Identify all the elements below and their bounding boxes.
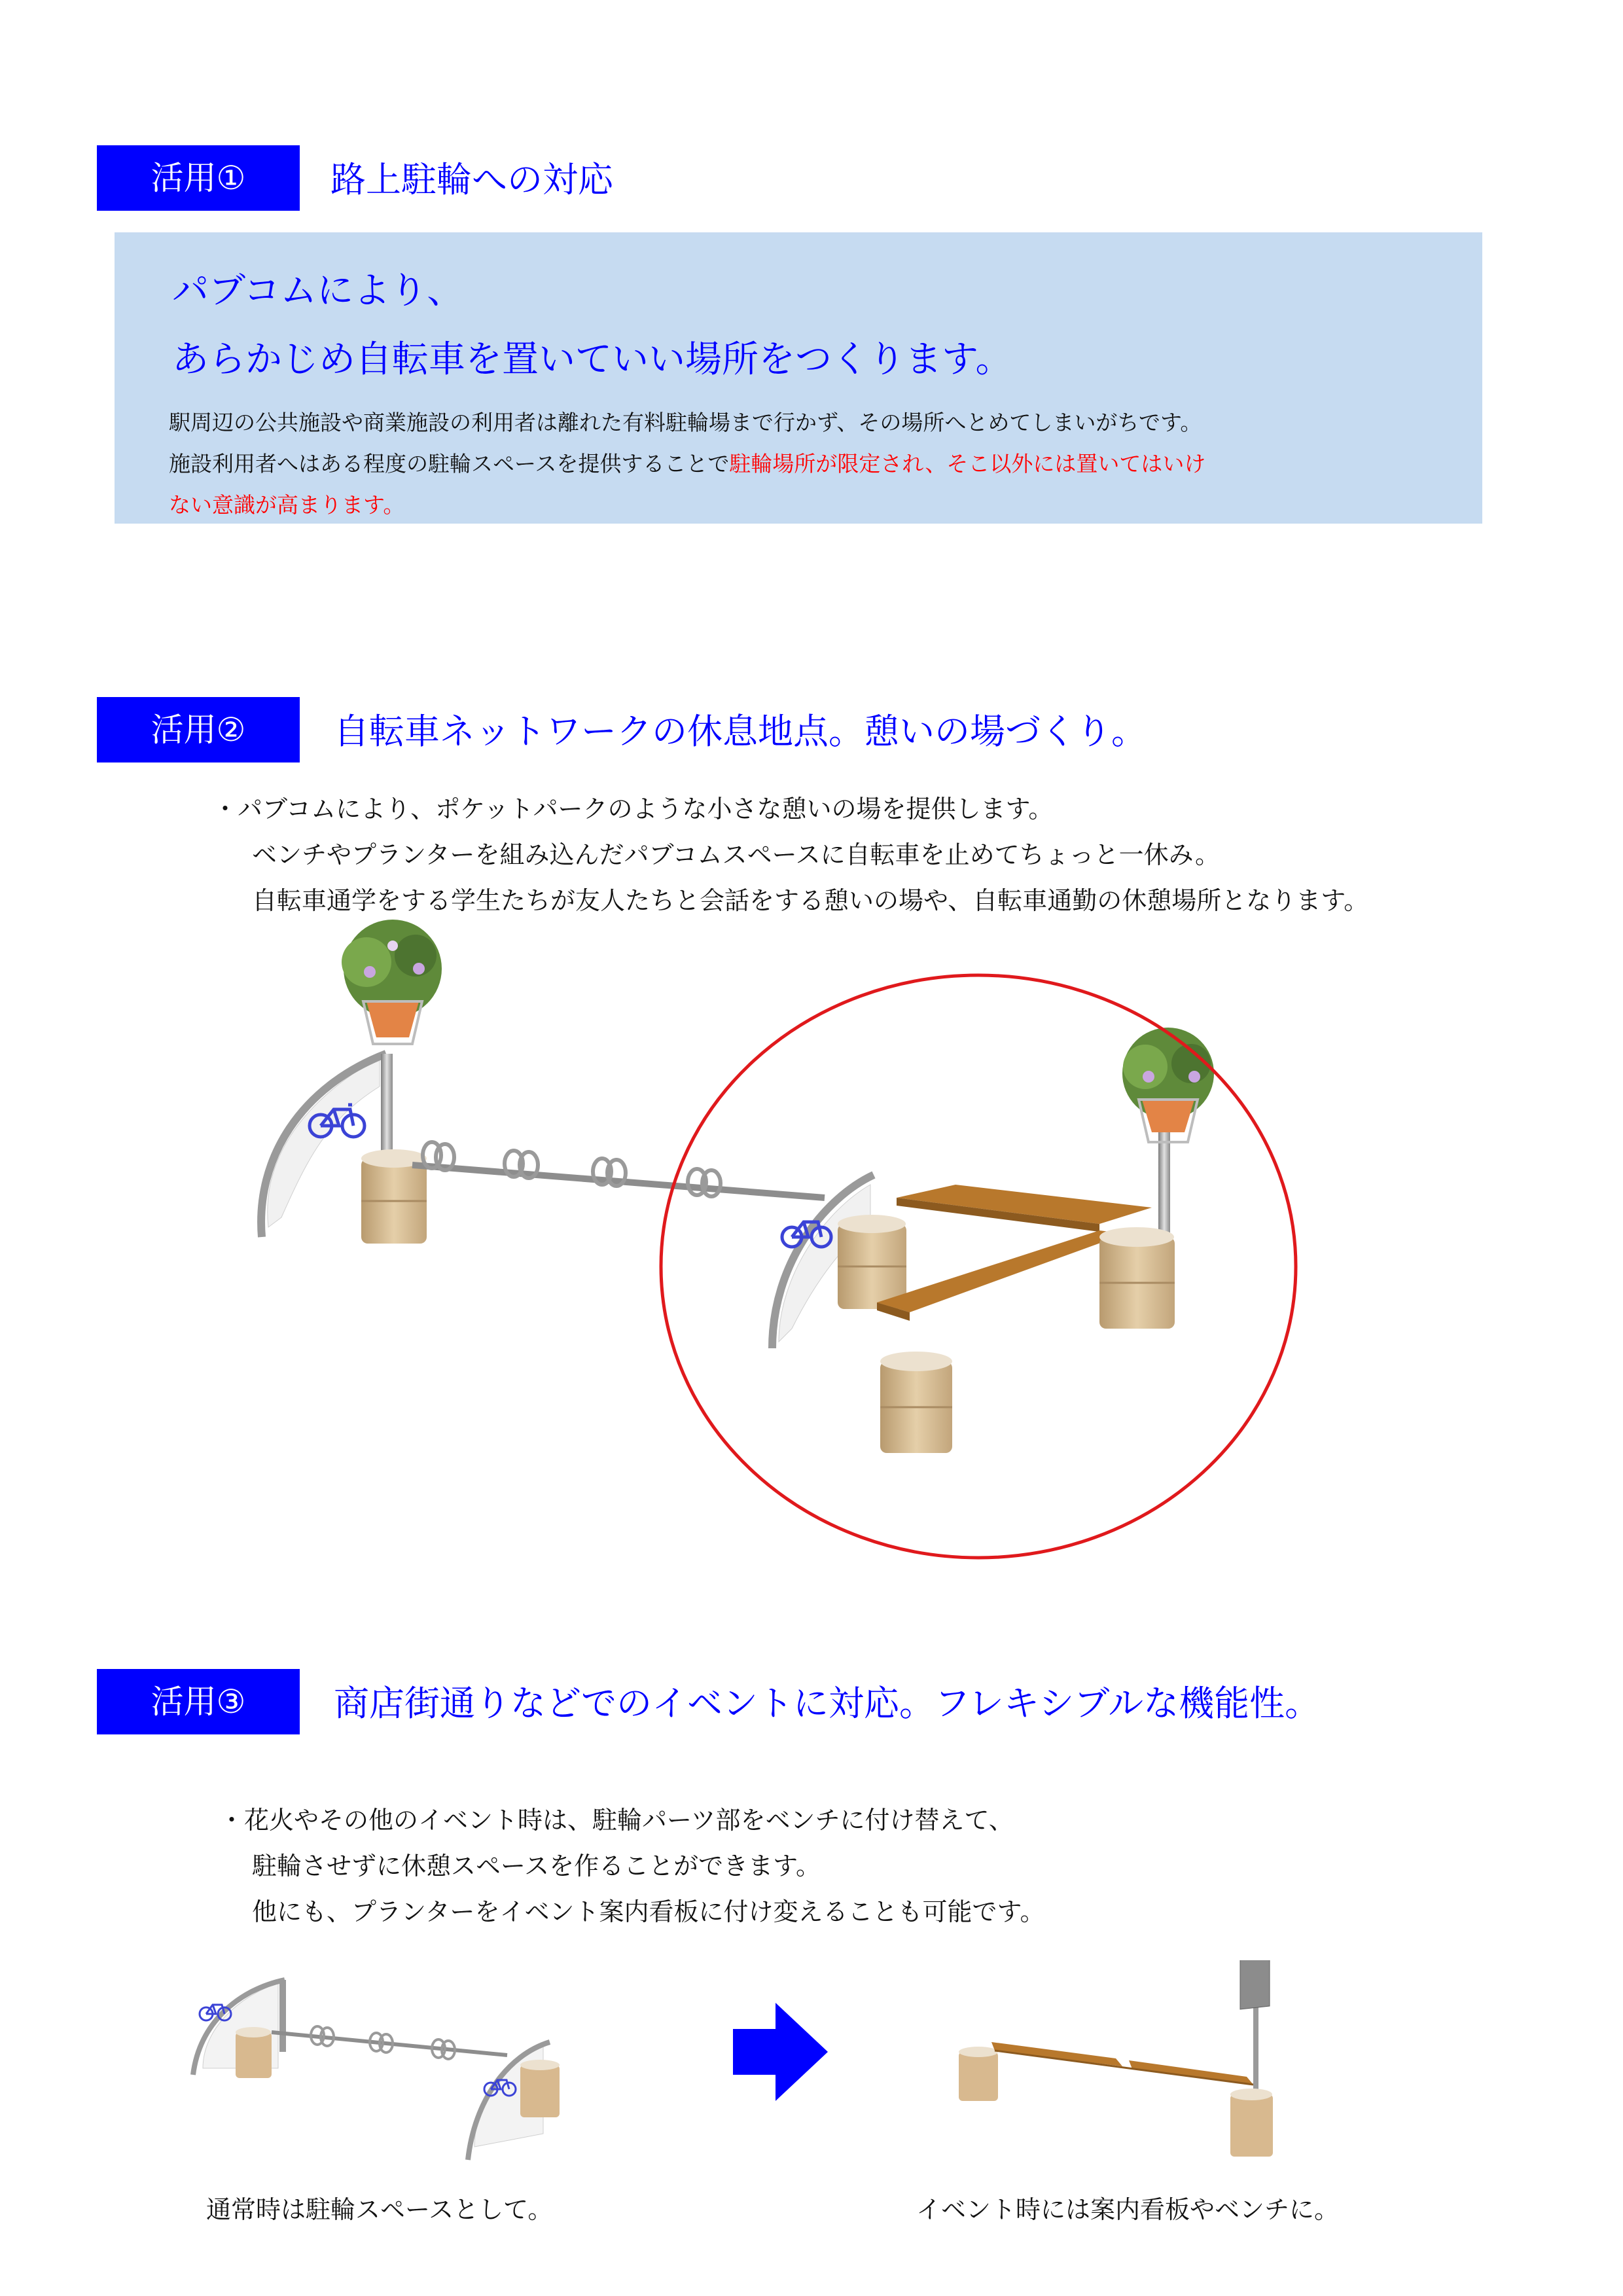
planter-pot-small [520,2060,560,2117]
section2-line2: ベンチやプランターを組み込んだパブコムスペースに自転車を止めてちょっと一休み。 [252,840,1220,869]
bench-front [877,1230,1126,1321]
planter-pot-small [1230,2089,1273,2157]
section3-heading: 商店街通りなどでのイベントに対応。フレキシブルな機能性。 [334,1683,1321,1724]
section3-tag: 活用③ [97,1669,300,1734]
section1-heading: 路上駐輪への対応 [330,159,613,200]
bike-rack [412,1142,825,1198]
section2-heading: 自転車ネットワークの休息地点。憩いの場づくり。 [334,711,1147,752]
caption-event: イベント時には案内看板やベンチに。 [916,2195,1340,2224]
planter-pot-right [1099,1227,1175,1329]
section3-line1: ・花火やその他のイベント時は、駐輪パーツ部をベンチに付け替えて、 [219,1806,1014,1835]
planter-left [342,920,442,1165]
bench-back [897,1185,1152,1232]
section1-body-line1: 駅周辺の公共施設や商業施設の利用者は離れた有料駐輪場まで行かず、その場所へとめてしまいがちです。 [169,410,1202,435]
section1-lead-line2: あらかじめ自転車を置いていい場所をつくります。 [172,338,1012,381]
section2-tag: 活用② [97,697,300,762]
bike-rack-loops [311,2026,455,2059]
section1-tag: 活用① [97,145,300,211]
section2-line3: 自転車通学をする学生たちが友人たちと会話をする憩いの場や、自転車通勤の休憩場所となります。 [252,886,1369,915]
planter-pot-middle [838,1215,906,1309]
section3-illustration-left [167,1970,612,2179]
planter-pot-small [959,2047,998,2101]
right-arrow-icon [730,2000,834,2104]
section1-body-line2-black: 施設利用者へはある程度の駐輪スペースを提供することで [169,451,730,476]
planter-pot-small [236,2027,272,2078]
section1-lead-line1: パブコムにより、 [172,270,464,312]
caption-normal: 通常時は駐輪スペースとして。 [206,2195,553,2224]
section2-illustration [216,910,1302,1571]
planter-pot-front [880,1352,952,1453]
section2-line1: ・パブコムにより、ポケットパークのような小さな憩いの場を提供します。 [213,795,1054,823]
section1-body-line2 [169,447,1205,478]
sign-board [1240,1960,1270,2094]
section1-body-line2-red: 駐輪場所が限定され、そこ以外には置いてはいけ [729,451,1206,476]
section3-illustration-right [933,1960,1338,2183]
section3-line2: 駐輪させずに休憩スペースを作ることができます。 [252,1852,821,1880]
section3-line3: 他にも、プランターをイベント案内看板に付け変えることも可能です。 [252,1897,1045,1926]
bench [991,2042,1253,2085]
section1-body-line3: ない意識が高まります。 [169,492,405,518]
